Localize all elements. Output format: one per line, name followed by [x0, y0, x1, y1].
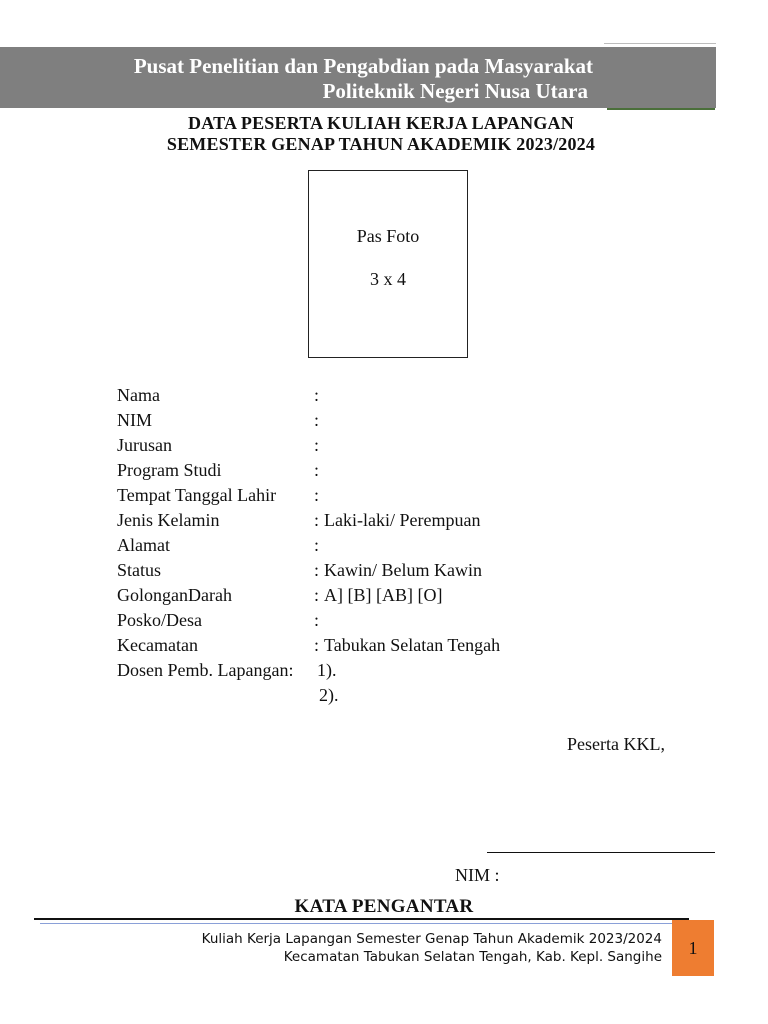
polytechnic-name: Politeknik Negeri Nusa Utara	[322, 79, 588, 103]
header-top-rule	[604, 43, 716, 44]
page-number-box	[672, 920, 714, 976]
photo-placeholder-box	[308, 170, 468, 358]
field-label: Tempat Tanggal Lahir	[117, 485, 277, 505]
field-colon: :	[314, 535, 320, 555]
footer-program-text: Kuliah Kerja Lapangan Semester Genap Tahun Akademik 2023/2024	[201, 931, 662, 947]
page-number: 1	[688, 937, 698, 958]
institution-name: Pusat Penelitian dan Pengabdian pada Masyarakat	[133, 54, 593, 78]
field-value: A] [B] [AB] [O]	[324, 585, 443, 605]
field-label: Nama	[117, 385, 160, 405]
field-label: Status	[117, 560, 162, 580]
field-colon: :	[314, 510, 320, 530]
field-label: Dosen Pemb. Lapangan:	[117, 660, 294, 680]
field-label: Alamat	[117, 535, 170, 555]
field-value: Tabukan Selatan Tengah	[324, 635, 501, 655]
field-label: Jurusan	[117, 435, 172, 455]
field-colon: :	[314, 560, 320, 580]
field-colon: :	[314, 585, 320, 605]
document-subtitle: SEMESTER GENAP TAHUN AKADEMIK 2023/2024	[166, 134, 596, 154]
field-label: GolonganDarah	[117, 585, 232, 605]
field-value: 1).	[317, 660, 337, 680]
field-colon: :	[314, 635, 320, 655]
header-accent-rule	[607, 108, 715, 110]
signer-nim-label: NIM :	[455, 865, 500, 885]
photo-label: Pas Foto	[356, 226, 420, 246]
field-label: Jenis Kelamin	[117, 510, 220, 530]
field-label: NIM	[117, 410, 152, 430]
field-value-continuation: 2).	[319, 685, 339, 705]
field-colon: :	[314, 385, 320, 405]
field-colon: :	[314, 435, 320, 455]
field-label: Kecamatan	[117, 635, 198, 655]
footer-accent-rule	[40, 923, 680, 924]
footer-rule	[34, 918, 689, 920]
signer-label: Peserta KKL,	[567, 734, 665, 754]
footer-location-text: Kecamatan Tabukan Selatan Tengah, Kab. Kepl. Sangihe	[283, 949, 662, 965]
field-colon: :	[314, 610, 320, 630]
next-section-heading: KATA PENGANTAR	[294, 896, 474, 917]
field-colon: :	[314, 410, 320, 430]
field-colon: :	[314, 485, 320, 505]
field-label: Posko/Desa	[117, 610, 202, 630]
field-value: Kawin/ Belum Kawin	[324, 560, 482, 580]
photo-size: 3 x 4	[370, 269, 406, 289]
field-label: Program Studi	[117, 460, 222, 480]
signature-line	[487, 852, 715, 853]
field-colon: :	[314, 460, 320, 480]
document-title: DATA PESERTA KULIAH KERJA LAPANGAN	[188, 113, 574, 133]
field-value: Laki-laki/ Perempuan	[324, 510, 481, 530]
